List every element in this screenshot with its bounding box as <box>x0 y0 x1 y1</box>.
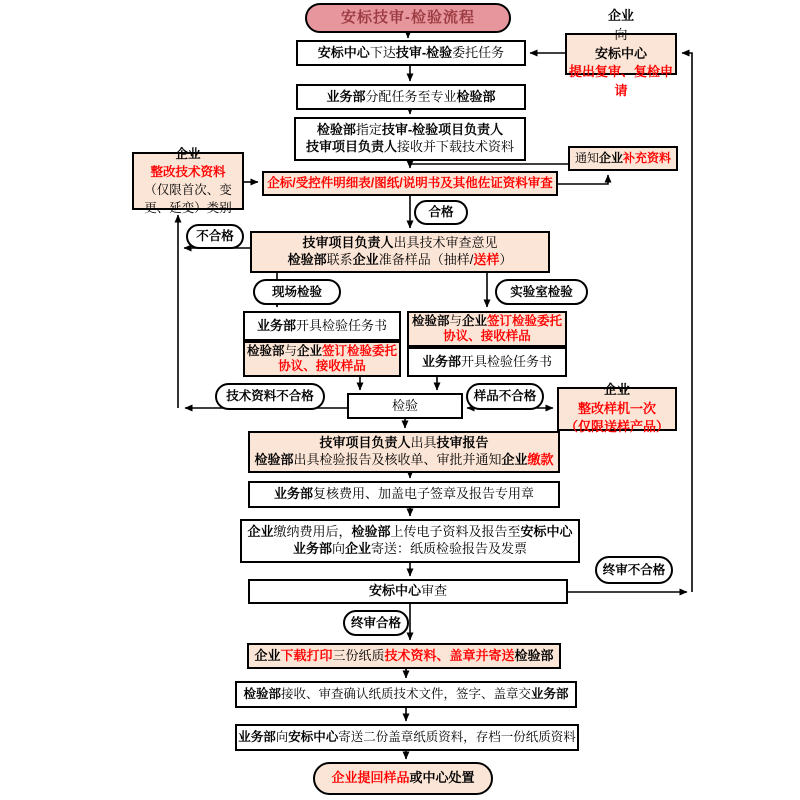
node-review-fees: 业务部复核费用、加盖电子签章及报告专用章 <box>248 481 560 508</box>
label-tech-fail: 技术资料不合格 <box>215 383 325 410</box>
node-designate-leader: 检验部指定技审-检验项目负责人 技审项目负责人接收并下载技术资料 <box>294 117 526 161</box>
node-archive-mail: 业务部向安标中心寄送二份盖章纸质资料，存档一份纸质资料 <box>235 724 579 751</box>
node-print-mail: 企业下载打印三份纸质技术资料、盖章并寄送检验部 <box>247 643 561 669</box>
node-end-sample-return: 企业提回样品或中心处置 <box>313 762 493 795</box>
node-rectify-documents: 企业 整改技术资料 （仅限首次、变更、延变）类别 <box>132 152 244 210</box>
node-center-review: 安标中心审查 <box>248 579 568 604</box>
node-agreement-right: 检验部与企业签订检验委托 协议、接收样品 <box>407 311 567 347</box>
label-final-fail: 终审不合格 <box>595 556 673 584</box>
node-inspection: 检验 <box>347 393 463 419</box>
label-fail: 不合格 <box>186 224 244 249</box>
node-agreement-left: 检验部与企业签订检验委托 协议、接收样品 <box>243 341 401 377</box>
node-upload-send: 企业缴纳费用后，检验部上传电子资料及报告至安标中心 业务部向企业寄送：纸质检验报告及发票 <box>240 519 580 563</box>
node-issue-report: 技审项目负责人出具技审报告 检验部出具检验报告及核收单、审批并通知企业缴款 <box>248 431 560 473</box>
node-reapply-request: 企业 向 安标中心 提出复审、复检申请 <box>565 33 677 75</box>
node-assign-department: 业务部分配任务至专业检验部 <box>296 84 526 110</box>
node-review-opinion: 技审项目负责人出具技术审查意见 检验部联系企业准备样品（抽样/送样） <box>250 231 550 273</box>
node-task-book-left: 业务部开具检验任务书 <box>243 311 401 341</box>
label-final-pass: 终审合格 <box>343 610 409 636</box>
label-sample-fail: 样品不合格 <box>466 383 544 410</box>
label-lab-test: 实验室检验 <box>495 279 588 305</box>
node-notify-supplement: 通知企业补充资料 <box>568 146 678 171</box>
label-field-test: 现场检验 <box>253 279 341 305</box>
node-dispatch-task: 安标中心下达技审-检验委托任务 <box>296 40 526 66</box>
node-document-review: 企标/受控件明细表/图纸/说明书及其他佐证资料审查 <box>262 171 558 196</box>
node-task-book-right: 业务部开具检验任务书 <box>407 347 567 377</box>
node-confirm-sign: 检验部接收、审查确认纸质技术文件，签字、盖章交业务部 <box>235 681 577 708</box>
label-pass: 合格 <box>414 200 468 225</box>
flow-title: 安标技审-检验流程 <box>305 3 511 33</box>
node-sample-rectify: 企业 整改样机一次 （仅限送样产品） <box>557 387 677 431</box>
